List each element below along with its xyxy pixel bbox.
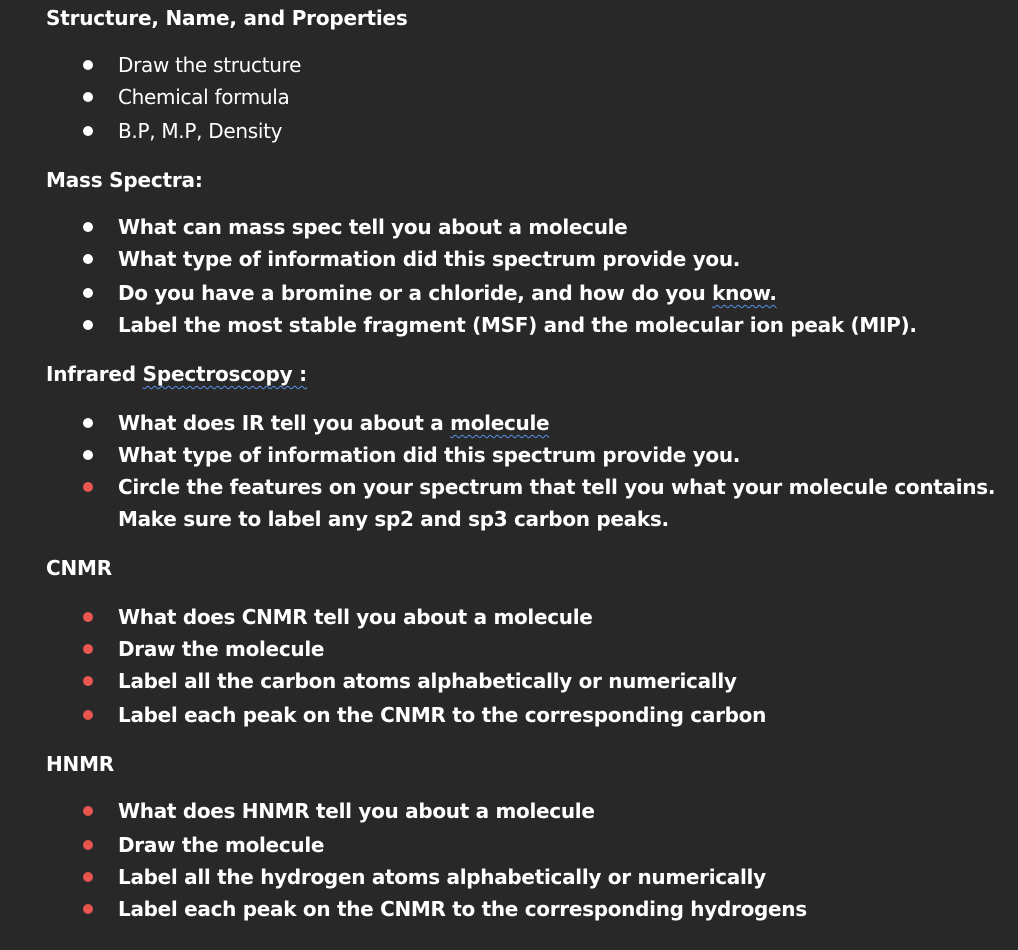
bullet-icon — [83, 60, 93, 70]
list-item — [80, 277, 1000, 309]
heading-mass-spectra: Mass Spectra: — [46, 168, 203, 192]
bullet-icon — [83, 450, 93, 460]
spellcheck-flagged-word[interactable]: know. — [712, 281, 777, 305]
list-item — [80, 861, 1000, 893]
list-item — [80, 665, 1000, 697]
list-item-text: Label the most stable fragment (MSF) and the molecular ion peak (MIP). — [118, 313, 917, 337]
list-item-text: What type of information did this spectrum provide you. — [118, 443, 741, 467]
list-item-text: Label each peak on the CNMR to the corresponding hydrogens — [118, 897, 807, 921]
bullet-icon — [83, 254, 93, 264]
list-item-text: Draw the molecule — [118, 833, 325, 857]
list-item-text: What type of information did this spectrum provide you. — [118, 247, 741, 271]
bullet-icon — [83, 872, 93, 882]
bullet-icon — [83, 612, 93, 622]
list-item-text — [118, 277, 1000, 309]
bullet-icon — [83, 482, 93, 492]
list-item — [80, 309, 1000, 341]
list-item — [80, 471, 1000, 535]
list-item-text: Label all the carbon atoms alphabetically or numerically — [118, 669, 737, 693]
list-item-text: Label each peak on the CNMR to the corresponding carbon — [118, 703, 767, 727]
bullet-icon — [83, 676, 93, 686]
bullet-icon — [83, 288, 93, 298]
list-item — [80, 795, 1000, 827]
list-item-text: Draw the structure — [118, 53, 302, 77]
list-item-text: B.P, M.P, Density — [118, 119, 283, 143]
spellcheck-flagged-word[interactable]: molecule — [450, 411, 550, 435]
list-item-text-main: Do you have a bromine or a chloride, and how do you — [118, 281, 713, 305]
list-item — [80, 439, 1000, 471]
bullet-icon — [83, 222, 93, 232]
bullet-icon — [83, 644, 93, 654]
heading-infrared-spectroscopy — [46, 361, 307, 387]
list-item-text: What does CNMR tell you about a molecule — [118, 605, 593, 629]
heading-structure-name-properties: Structure, Name, and Properties — [46, 6, 408, 30]
list-item-text: Draw the molecule — [118, 637, 325, 661]
list-item-text: Label all the hydrogen atoms alphabetically or numerically — [118, 865, 766, 889]
list-item — [80, 829, 1000, 861]
list-item-text — [118, 407, 1000, 439]
list-item-text: What can mass spec tell you about a molecule — [118, 215, 628, 239]
list-item — [80, 81, 1000, 113]
list-item — [80, 601, 1000, 633]
list-item — [80, 243, 1000, 275]
bullet-icon — [83, 320, 93, 330]
list-item — [80, 211, 1000, 243]
bullet-icon — [83, 806, 93, 816]
bullet-icon — [83, 126, 93, 136]
bullet-icon — [83, 904, 93, 914]
list-item-text: What does HNMR tell you about a molecule — [118, 799, 595, 823]
list-item — [80, 699, 1000, 731]
list-item — [80, 49, 1000, 81]
list-item — [80, 633, 1000, 665]
heading-hnmr: HNMR — [46, 752, 114, 776]
list-item — [80, 893, 1000, 925]
list-item-text: Circle the features on your spectrum that tell you what your molecule contains. Make sure to label any sp2 and sp3 carbon peaks. — [118, 475, 996, 531]
list-item — [80, 407, 1000, 439]
heading-text-main: Infrared — [46, 362, 143, 386]
bullet-icon — [83, 710, 93, 720]
list-item — [80, 115, 1000, 147]
bullet-icon — [83, 840, 93, 850]
bullet-icon — [83, 92, 93, 102]
list-item-text: Chemical formula — [118, 85, 290, 109]
list-item-text-main: What does IR tell you about a — [118, 411, 451, 435]
bullet-icon — [83, 418, 93, 428]
heading-cnmr: CNMR — [46, 556, 112, 580]
spellcheck-flagged-word[interactable]: Spectroscopy : — [142, 362, 307, 386]
